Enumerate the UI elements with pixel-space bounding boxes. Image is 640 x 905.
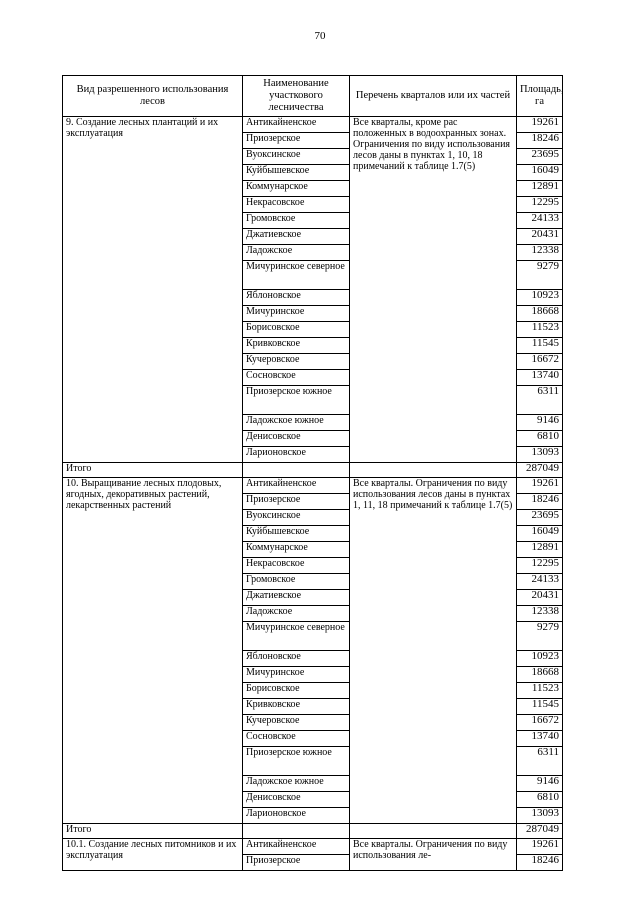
lesnichestvo-cell: Джатиевское: [243, 590, 350, 606]
table-row: [63, 117, 563, 133]
lesnichestvo-cell: Яблоновское: [243, 651, 350, 667]
area-cell: 12891: [517, 542, 563, 558]
lesnichestvo-cell: Приозерское: [243, 494, 350, 510]
lesnichestvo-cell: Ладожское: [243, 245, 350, 261]
lesnichestvo-cell: Мичуринское северное: [243, 622, 350, 651]
lesnichestvo-cell: Ларионовское: [243, 447, 350, 463]
area-cell: 23695: [517, 510, 563, 526]
area-cell: 12295: [517, 197, 563, 213]
lesnichestvo-cell: Вуоксинское: [243, 149, 350, 165]
use-type-cell: 10. Выращивание лесных плодовых, ягодных, декоративных растений, лекарственных растений: [63, 478, 243, 824]
empty-cell: [350, 824, 517, 839]
quarters-cell: Все кварталы, кроме рас положенных в водоохранных зонах. Ограничения по виду использования лесов даны в пунктах 1, 10, 18 примечаний к таблице 1.7(5): [350, 117, 517, 463]
area-cell: 24133: [517, 574, 563, 590]
area-cell: 19261: [517, 117, 563, 133]
area-cell: 6311: [517, 386, 563, 415]
area-cell: 9279: [517, 622, 563, 651]
empty-cell: [243, 463, 350, 478]
lesnichestvo-cell: Ладожское южное: [243, 776, 350, 792]
area-cell: 18668: [517, 306, 563, 322]
page-number: 70: [314, 30, 326, 42]
lesnichestvo-cell: Приозерское южное: [243, 386, 350, 415]
lesnichestvo-cell: Коммунарское: [243, 542, 350, 558]
area-cell: 23695: [517, 149, 563, 165]
area-cell: 9146: [517, 415, 563, 431]
area-cell: 10923: [517, 290, 563, 306]
area-cell: 18246: [517, 494, 563, 510]
lesnichestvo-cell: Антикайненское: [243, 478, 350, 494]
area-cell: 11523: [517, 683, 563, 699]
use-type-cell: 9. Создание лесных плантаций и их эксплуатация: [63, 117, 243, 463]
total-row: [63, 463, 563, 478]
area-cell: 12295: [517, 558, 563, 574]
area-cell: 6810: [517, 792, 563, 808]
lesnichestvo-cell: Борисовское: [243, 683, 350, 699]
empty-cell: [243, 824, 350, 839]
total-label: Итого: [63, 824, 243, 839]
area-cell: 19261: [517, 839, 563, 855]
area-cell: 11545: [517, 338, 563, 354]
area-cell: 9146: [517, 776, 563, 792]
lesnichestvo-cell: Приозерское южное: [243, 747, 350, 776]
lesnichestvo-cell: Сосновское: [243, 370, 350, 386]
lesnichestvo-cell: Джатиевское: [243, 229, 350, 245]
lesnichestvo-cell: Куйбышевское: [243, 526, 350, 542]
lesnichestvo-cell: Ладожское южное: [243, 415, 350, 431]
lesnichestvo-cell: Громовское: [243, 574, 350, 590]
quarters-cell: Все кварталы. Ограничения по виду использования лесов даны в пунктах 1, 11, 18 примечаний к таблице 1.7(5): [350, 478, 517, 824]
lesnichestvo-cell: Борисовское: [243, 322, 350, 338]
table-row: [63, 839, 563, 855]
area-cell: 18668: [517, 667, 563, 683]
area-cell: 16049: [517, 165, 563, 181]
area-cell: 18246: [517, 855, 563, 871]
lesnichestvo-cell: Вуоксинское: [243, 510, 350, 526]
total-area-cell: 287049: [517, 824, 563, 839]
lesnichestvo-cell: Некрасовское: [243, 197, 350, 213]
area-cell: 6810: [517, 431, 563, 447]
area-cell: 12891: [517, 181, 563, 197]
lesnichestvo-cell: Денисовское: [243, 792, 350, 808]
area-cell: 20431: [517, 590, 563, 606]
area-cell: 16672: [517, 354, 563, 370]
area-cell: 11523: [517, 322, 563, 338]
area-cell: 6311: [517, 747, 563, 776]
lesnichestvo-cell: Мичуринское: [243, 306, 350, 322]
total-area-cell: 287049: [517, 463, 563, 478]
lesnichestvo-cell: Некрасовское: [243, 558, 350, 574]
area-cell: 11545: [517, 699, 563, 715]
lesnichestvo-cell: Мичуринское: [243, 667, 350, 683]
table-body: [63, 117, 563, 871]
header-use: Вид разрешенного использования лесов: [63, 76, 243, 117]
lesnichestvo-cell: Кривковское: [243, 699, 350, 715]
lesnichestvo-cell: Громовское: [243, 213, 350, 229]
lesnichestvo-cell: Кривковское: [243, 338, 350, 354]
area-cell: 16049: [517, 526, 563, 542]
total-label: Итого: [63, 463, 243, 478]
lesnichestvo-cell: Денисовское: [243, 431, 350, 447]
lesnichestvo-cell: Коммунарское: [243, 181, 350, 197]
area-cell: 13740: [517, 370, 563, 386]
area-cell: 12338: [517, 245, 563, 261]
lesnichestvo-cell: Яблоновское: [243, 290, 350, 306]
header-quarters: Перечень кварталов или их частей: [350, 76, 517, 117]
area-cell: 13093: [517, 808, 563, 824]
area-cell: 9279: [517, 261, 563, 290]
lesnichestvo-cell: Приозерское: [243, 133, 350, 149]
lesnichestvo-cell: Ладожское: [243, 606, 350, 622]
header-lesnichestvo: Наименование участкового лесничества: [243, 76, 350, 117]
empty-cell: [350, 463, 517, 478]
table-row: [63, 478, 563, 494]
lesnichestvo-cell: Кучеровское: [243, 354, 350, 370]
forest-use-table: [62, 75, 563, 871]
lesnichestvo-cell: Ларионовское: [243, 808, 350, 824]
quarters-cell: Все кварталы. Ограничения по виду использования ле-: [350, 839, 517, 871]
lesnichestvo-cell: Мичуринское северное: [243, 261, 350, 290]
area-cell: 19261: [517, 478, 563, 494]
lesnichestvo-cell: Сосновское: [243, 731, 350, 747]
lesnichestvo-cell: Кучеровское: [243, 715, 350, 731]
area-cell: 13740: [517, 731, 563, 747]
total-row: [63, 824, 563, 839]
lesnichestvo-cell: Приозерское: [243, 855, 350, 871]
area-cell: 13093: [517, 447, 563, 463]
area-cell: 24133: [517, 213, 563, 229]
header-area: Площадь, га: [517, 76, 563, 117]
area-cell: 18246: [517, 133, 563, 149]
use-type-cell: 10.1. Создание лесных питомников и их эксплуатация: [63, 839, 243, 871]
area-cell: 10923: [517, 651, 563, 667]
lesnichestvo-cell: Антикайненское: [243, 117, 350, 133]
area-cell: 12338: [517, 606, 563, 622]
area-cell: 16672: [517, 715, 563, 731]
lesnichestvo-cell: Антикайненское: [243, 839, 350, 855]
area-cell: 20431: [517, 229, 563, 245]
lesnichestvo-cell: Куйбышевское: [243, 165, 350, 181]
table-header-row: [63, 76, 563, 117]
